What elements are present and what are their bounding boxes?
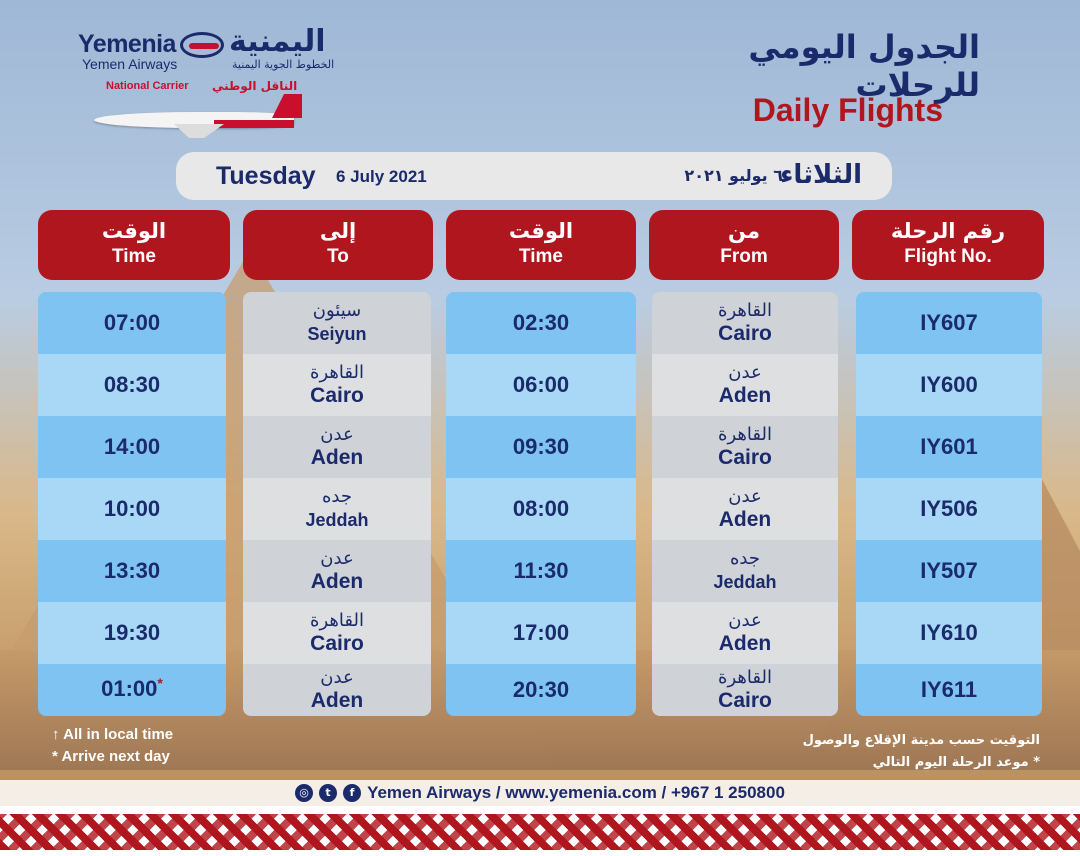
from-cell [652, 540, 838, 602]
column-header-en: To [327, 246, 349, 267]
column-header-ar: الوقت [101, 219, 167, 243]
column-header-en: From [720, 246, 768, 267]
from-city-ar: القاهرة [718, 667, 772, 688]
flight-no: IY507 [920, 558, 978, 583]
flight-no: IY601 [920, 434, 978, 459]
to-city-ar: القاهرة [310, 362, 364, 383]
from-city-ar: القاهرة [718, 424, 772, 445]
departure-time: 06:00 [512, 372, 570, 397]
to-city-en: Cairo [310, 632, 364, 655]
arrival-time-cell [38, 602, 226, 664]
decorative-pattern-band [0, 806, 1080, 856]
to-cell [243, 416, 431, 478]
from-cell [652, 416, 838, 478]
from-cell [652, 354, 838, 416]
column-header-en: Flight No. [904, 246, 992, 267]
to-city-en: Seiyun [307, 324, 367, 344]
date-en: 6 July 2021 [336, 167, 427, 186]
column-header-ar: من [728, 219, 760, 243]
from-city-ar: القاهرة [718, 300, 772, 321]
from-column [652, 292, 838, 716]
to-city-ar: جده [321, 486, 352, 507]
from-city-en: Jeddah [713, 572, 777, 592]
departure-time: 09:30 [512, 434, 570, 459]
column-header-ar: الوقت [508, 219, 574, 243]
from-cell [652, 292, 838, 354]
arrival-time: 10:00 [103, 496, 161, 521]
next-day-marker: * [157, 675, 163, 691]
departure-time: 20:30 [512, 677, 570, 702]
arrival-time-cell [38, 292, 226, 354]
date-bar [176, 152, 892, 200]
notes-en [52, 724, 173, 768]
arrival-time: 14:00 [103, 434, 161, 459]
date-day-en: Tuesday [216, 162, 316, 190]
note-next-day-ar: * موعد الرحلة اليوم التالي [872, 755, 1040, 770]
brand-sub-en: Yemen Airways [82, 56, 178, 72]
to-cell [243, 354, 431, 416]
departure-time: 08:00 [512, 496, 570, 521]
from-city-en: Aden [718, 632, 772, 655]
departure-time-cell [446, 354, 636, 416]
arrival-time: 13:30 [103, 558, 161, 583]
to-city-ar: عدن [320, 667, 354, 688]
departure-time: 11:30 [513, 558, 569, 583]
to-city-en: Aden [310, 446, 364, 469]
note-next-day: * Arrive next day [52, 748, 170, 765]
departure-time-cell [446, 416, 636, 478]
from-city-en: Cairo [718, 689, 772, 712]
national-carrier-en: National Carrier [106, 80, 189, 92]
note-local-time: ↑ All in local time [52, 726, 174, 743]
note-local-time-ar: التوقيت حسب مدينة الإقلاع والوصول [802, 733, 1040, 748]
arrival-time-cell [38, 540, 226, 602]
instagram-icon[interactable]: ◎ [295, 784, 313, 802]
from-city-en: Cairo [718, 446, 772, 469]
to-cell [243, 540, 431, 602]
arrival-time-cell [38, 416, 226, 478]
flight-no-cell [856, 416, 1042, 478]
date-ar: ٦ يوليو ٢٠٢١ [684, 166, 783, 185]
flight-no-cell [856, 292, 1042, 354]
column-header-ar: رقم الرحلة [890, 219, 1006, 243]
flight-no-column [856, 292, 1042, 716]
from-city-en: Aden [718, 508, 772, 531]
departure-time-cell [446, 478, 636, 540]
arrival-time-cell [38, 664, 226, 716]
column-header-flight-no [852, 210, 1044, 280]
to-city-ar: عدن [320, 424, 354, 445]
column-header-ar: إلى [319, 219, 357, 243]
to-city-en: Cairo [310, 384, 364, 407]
from-cell [652, 602, 838, 664]
from-city-ar: عدن [728, 486, 762, 507]
flight-no-cell [856, 354, 1042, 416]
airplane-icon [94, 94, 304, 144]
to-city-ar: القاهرة [310, 610, 364, 631]
column-header-to [243, 210, 433, 280]
to-city-en: Aden [310, 570, 364, 593]
arrival-time-column [38, 292, 226, 716]
to-cell [243, 478, 431, 540]
flight-no-cell [856, 602, 1042, 664]
flight-no-cell [856, 540, 1042, 602]
column-header-en: Time [111, 246, 156, 267]
contact-bar [0, 780, 1080, 806]
flight-no-cell [856, 478, 1042, 540]
note-text: All in local time [63, 726, 174, 743]
column-header-departure-time [446, 210, 636, 280]
notes-ar [740, 730, 1040, 774]
from-cell [652, 478, 838, 540]
from-city-en: Aden [718, 384, 772, 407]
from-cell [652, 664, 838, 716]
arrival-time: 07:00 [103, 310, 161, 335]
from-city-ar: عدن [728, 610, 762, 631]
arrival-time: 08:30 [103, 372, 161, 397]
logo-swirl-icon [180, 32, 224, 58]
page-title-ar: الجدول اليومي للرحلات [748, 28, 980, 104]
arrival-time: 01:00* [101, 675, 163, 701]
column-header-arrival-time [38, 210, 230, 280]
from-city-en: Cairo [718, 322, 772, 345]
departure-time: 02:30 [512, 310, 570, 335]
brand-name-ar: اليمنية [229, 24, 326, 59]
date-day-ar: الثلاثاء [780, 160, 862, 190]
to-cell [243, 664, 431, 716]
to-column [243, 292, 431, 716]
facebook-icon[interactable]: f [343, 784, 361, 802]
column-header-en: Time [518, 246, 563, 267]
flight-no: IY506 [920, 496, 978, 521]
departure-time-column [446, 292, 636, 716]
national-carrier-ar: الناقل الوطني [212, 79, 298, 93]
departure-time: 17:00 [512, 620, 570, 645]
to-city-ar: سيئون [312, 300, 362, 321]
flight-no: IY600 [920, 372, 978, 397]
brand-name-en: Yemenia [78, 30, 176, 58]
column-header-from [649, 210, 839, 280]
page-title-en: Daily Flights [752, 92, 943, 128]
to-city-en: Aden [310, 689, 364, 712]
arrival-time: 19:30 [103, 620, 161, 645]
contact-text: Yemen Airways / www.yemenia.com / +967 1 250800 [367, 783, 785, 802]
departure-time-cell [446, 540, 636, 602]
flight-no-cell [856, 664, 1042, 716]
flight-no: IY607 [920, 310, 978, 335]
departure-time-cell [446, 602, 636, 664]
from-city-ar: جده [729, 548, 760, 569]
flight-no: IY611 [920, 677, 978, 702]
brand-sub-ar: الخطوط الجوية اليمنية [232, 58, 335, 71]
to-city-en: Jeddah [305, 510, 369, 530]
to-city-ar: عدن [320, 548, 354, 569]
arrival-time-cell [38, 478, 226, 540]
to-cell [243, 602, 431, 664]
to-cell [243, 292, 431, 354]
from-city-ar: عدن [728, 362, 762, 383]
departure-time-cell [446, 664, 636, 716]
flight-no: IY610 [920, 620, 978, 645]
twitter-icon[interactable]: t [319, 784, 337, 802]
departure-time-cell [446, 292, 636, 354]
arrival-time-cell [38, 354, 226, 416]
brand-logo [74, 22, 344, 152]
